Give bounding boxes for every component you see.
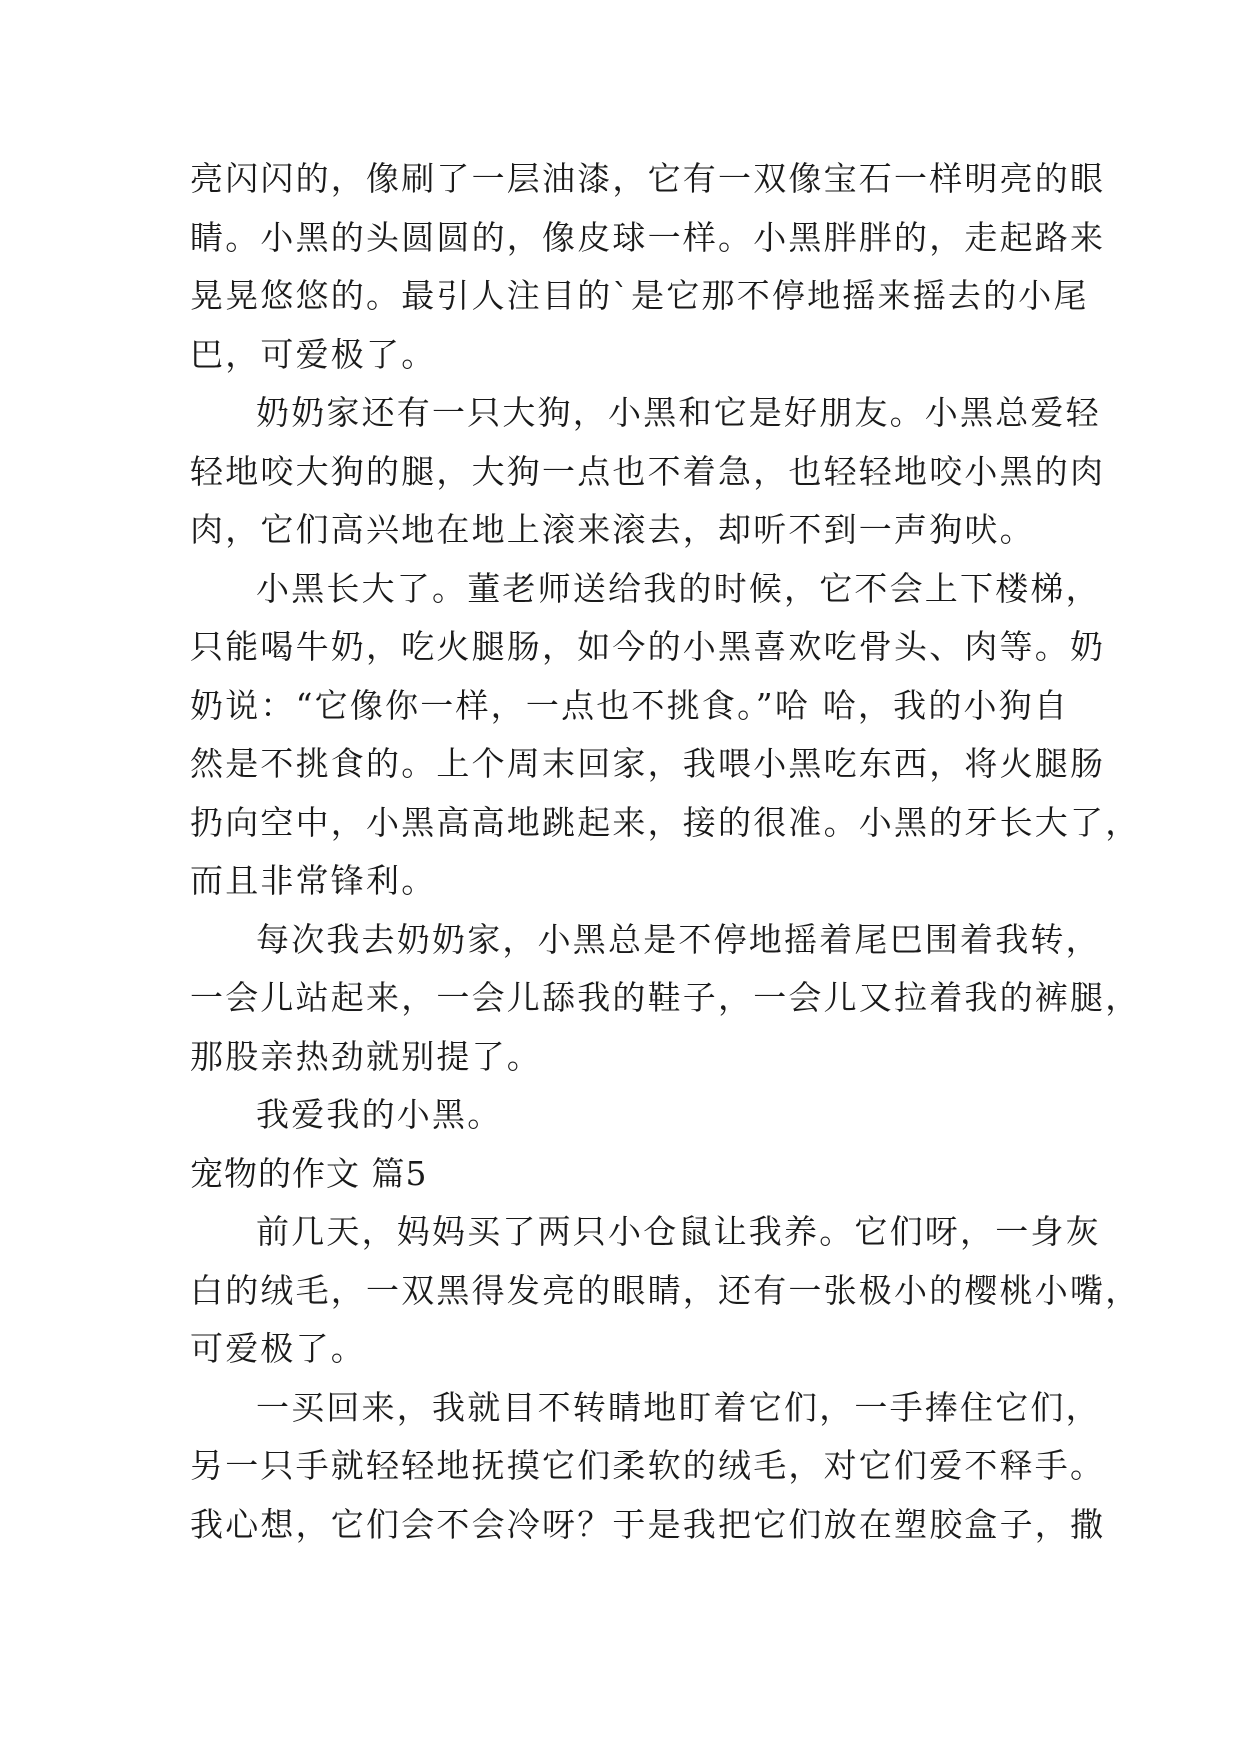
text-line: 亮闪闪的，像刷了一层油漆，它有一双像宝石一样明亮的眼 bbox=[190, 159, 1106, 198]
text-line: 一会儿站起来，一会儿舔我的鞋子，一会儿又拉着我的裤腿， bbox=[190, 978, 1141, 1017]
text-line: 巴，可爱极了。 bbox=[190, 334, 437, 374]
text-line: 扔向空中，小黑高高地跳起来，接的很准。小黑的牙长大了， bbox=[190, 802, 1141, 842]
paragraph-first-line: 我爱我的小黑。 bbox=[256, 1095, 503, 1134]
text-line: 只能喝牛奶，吃火腿肠，如今的小黑喜欢吃骨头、肉等。奶 bbox=[190, 627, 1106, 666]
text-line: 白的绒毛，一双黑得发亮的眼睛，还有一张极小的樱桃小嘴， bbox=[190, 1270, 1141, 1310]
text-line: 然是不挑食的。上个周末回家，我喂小黑吃东西，将火腿肠 bbox=[190, 744, 1106, 783]
text-line: 晃晃悠悠的。最引人注目的`是它那不停地摇来摇去的小尾 bbox=[190, 276, 1089, 315]
text-line: 而且非常锋利。 bbox=[190, 861, 437, 900]
text-line: 另一只手就轻轻地抚摸它们柔软的绒毛，对它们爱不释手。 bbox=[190, 1446, 1106, 1485]
text-line: 我心想，它们会不会冷呀？于是我把它们放在塑胶盒子，撒 bbox=[190, 1504, 1106, 1544]
section-heading: 宠物的作文 篇5 bbox=[190, 1153, 428, 1193]
text-line: 奶说：“它像你一样，一点也不挑食。”哈 哈，我的小狗自 bbox=[190, 685, 1070, 725]
text-line: 轻地咬大狗的腿，大狗一点也不着急，也轻轻地咬小黑的肉 bbox=[190, 451, 1106, 491]
paragraph-first-line: 奶奶家还有一只大狗，小黑和它是好朋友。小黑总爱轻 bbox=[256, 393, 1101, 432]
text-line: 可爱极了。 bbox=[190, 1329, 366, 1368]
paragraph-first-line: 一买回来，我就目不转睛地盯着它们，一手捧住它们， bbox=[256, 1387, 1101, 1427]
paragraph-first-line: 小黑长大了。董老师送给我的时候，它不会上下楼梯， bbox=[256, 568, 1101, 608]
paragraph-first-line: 每次我去奶奶家，小黑总是不停地摇着尾巴围着我转， bbox=[256, 919, 1101, 959]
paragraph-first-line: 前几天，妈妈买了两只小仓鼠让我养。它们呀，一身灰 bbox=[256, 1212, 1101, 1251]
text-line: 睛。小黑的头圆圆的，像皮球一样。小黑胖胖的，走起路来 bbox=[190, 217, 1106, 257]
text-line: 那股亲热劲就别提了。 bbox=[190, 1036, 542, 1076]
document-body bbox=[190, 150, 1141, 1554]
text-line: 肉，它们高兴地在地上滚来滚去，却听不到一声狗吠。 bbox=[190, 510, 1035, 549]
